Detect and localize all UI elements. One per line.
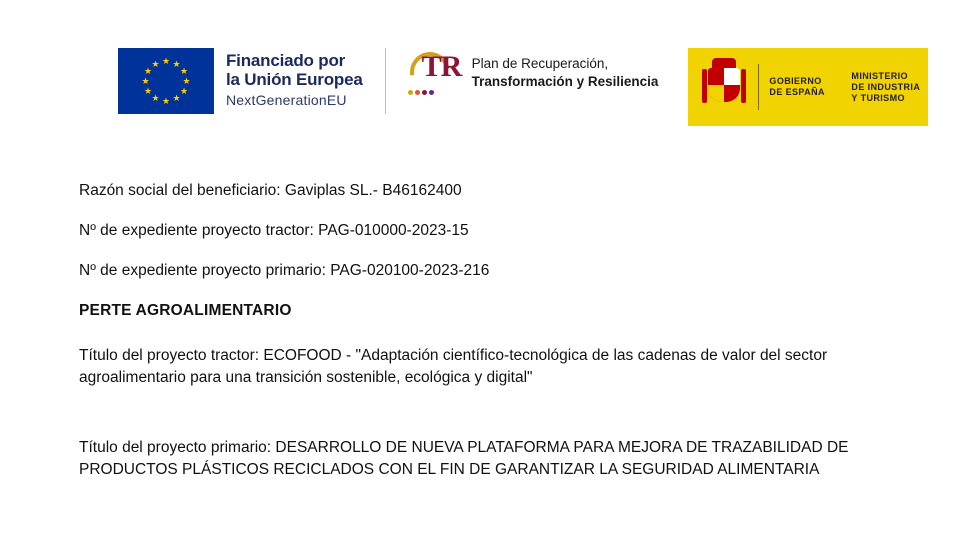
titulo-primario-paragraph: Título del proyecto primario: DESARROLLO DE NUEVA PLATAFORMA PARA MEJORA DE TRAZABILIDAD DE PRODUCTOS PLÁSTICOS RECICLADOS CON EL FIN DE GARANTIZAR LA SEGURIDAD ALIMENTARIA: [79, 439, 849, 478]
ministry-line1: MINISTERIO: [851, 70, 908, 81]
ministry-line3: Y TURISMO: [851, 92, 905, 103]
gobierno-de-espana-logo: [688, 48, 928, 126]
prtr-monogram-icon: [408, 48, 464, 98]
spain-coat-of-arms-icon: [698, 57, 750, 117]
eu-flag-icon: [118, 48, 214, 114]
eu-logo-line3: NextGenerationEU: [226, 92, 347, 108]
document-content: [79, 180, 899, 481]
eu-stars-icon: ★ ★ ★ ★ ★ ★ ★ ★ ★ ★ ★ ★: [141, 56, 191, 106]
gobierno-line1: GOBIERNO: [769, 76, 822, 86]
prtr-monogram-text: TR: [421, 50, 462, 83]
ministry-logo-text: [851, 71, 920, 104]
eu-logo-line2: la Unión Europea: [226, 70, 363, 89]
gobierno-logo-text: [769, 76, 833, 98]
prtr-logo-line1: Plan de Recuperación,: [471, 56, 609, 71]
beneficiary-line: Razón social del beneficiario: Gaviplas SL.- B46162400: [79, 182, 462, 199]
gobierno-divider: [758, 64, 759, 110]
eu-logo-line1: Financiado por: [226, 51, 346, 70]
logo-band: [118, 48, 928, 126]
prtr-logo-line2: Transformación y Resiliencia: [471, 74, 659, 89]
eu-funding-logo: [118, 48, 363, 114]
logo-divider: [385, 48, 386, 114]
prtr-logo: [408, 48, 659, 98]
prtr-dots-icon: [408, 90, 434, 95]
perte-heading: PERTE AGROALIMENTARIO: [79, 302, 292, 319]
expediente-tractor-line: Nº de expediente proyecto tractor: PAG-010000-2023-15: [79, 222, 469, 239]
prtr-logo-text: [472, 55, 659, 91]
eu-logo-text: [226, 51, 363, 111]
ministry-line2: DE INDUSTRIA: [851, 81, 921, 92]
titulo-tractor-paragraph: Título del proyecto tractor: ECOFOOD - "Adaptación científico-tecnológica de las cadenas de valor del sector agroalimentario para una transición sostenible, ecológica y digital": [79, 347, 828, 386]
expediente-primario-line: Nº de expediente proyecto primario: PAG-020100-2023-216: [79, 262, 490, 279]
gobierno-line2: DE ESPAÑA: [769, 87, 825, 97]
